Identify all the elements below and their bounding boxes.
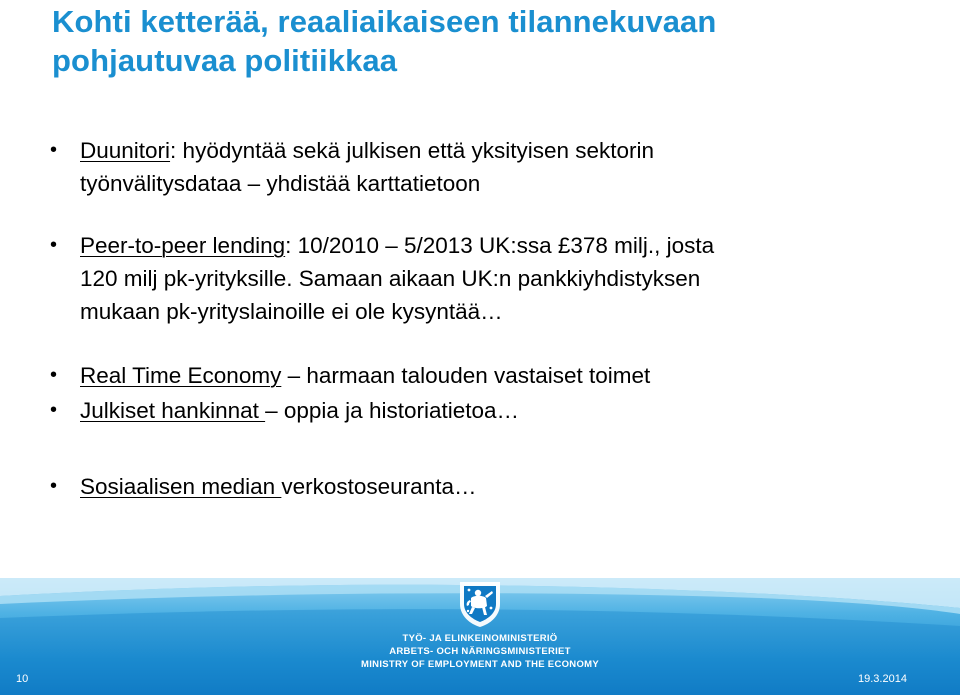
bullet-dot: • [50,234,58,256]
ministry-name-fi: TYÖ- JA ELINKEINOMINISTERIÖ [402,633,558,644]
slide-title [52,2,932,80]
ministry-name-sv: ARBETS- OCH NÄRINGSMINISTERIET [389,646,571,657]
title-line-1: Kohti ketterää, reaaliaikaiseen tilannekuvaan [52,4,717,39]
bullet-dot: • [50,399,58,421]
bullet-sosiaalinen-media [50,470,930,503]
slide-date: 19.3.2014 [858,673,907,685]
bullet-text: työnvälitysdataa – yhdistää karttatietoon [80,171,481,196]
peer-to-peer-link[interactable]: Peer-to-peer lending [80,233,286,258]
bullet-text: mukaan pk-yrityslainoille ei ole kysyntää… [80,299,503,324]
duunitori-link[interactable]: Duunitori [80,138,171,163]
sosiaalinen-media-link[interactable]: Sosiaalisen median [80,474,282,499]
bullet-text: 120 milj pk-yrityksille. Samaan aikaan UK:n pankkiyhdistyksen [80,266,701,291]
bullet-peer-to-peer [50,229,930,328]
bullet-text: : 10/2010 – 5/2013 UK:ssa £378 milj., josta [285,233,715,258]
julkiset-hankinnat-link[interactable]: Julkiset hankinnat [80,398,266,423]
bullet-text: : hyödyntää sekä julkisen että yksityisen sektorin [170,138,655,163]
ministry-name-en: MINISTRY OF EMPLOYMENT AND THE ECONOMY [361,659,599,670]
finnish-lion-crest-icon [456,578,504,633]
bullet-text: – oppia ja historiatietoa… [265,398,520,423]
bullet-duunitori [50,134,930,200]
title-line-2: pohjautuvaa politiikkaa [52,43,398,78]
bullet-dot: • [50,364,58,386]
bullet-text: verkostoseuranta… [281,474,477,499]
bullet-real-time-economy [50,359,930,392]
bullet-dot: • [50,139,58,161]
page-number: 10 [16,673,29,685]
bullet-julkiset-hankinnat [50,394,930,427]
bullet-dot: • [50,475,58,497]
real-time-economy-link[interactable]: Real Time Economy [80,363,282,388]
ministry-name [360,632,600,671]
bullet-text: – harmaan talouden vastaiset toimet [281,363,651,388]
